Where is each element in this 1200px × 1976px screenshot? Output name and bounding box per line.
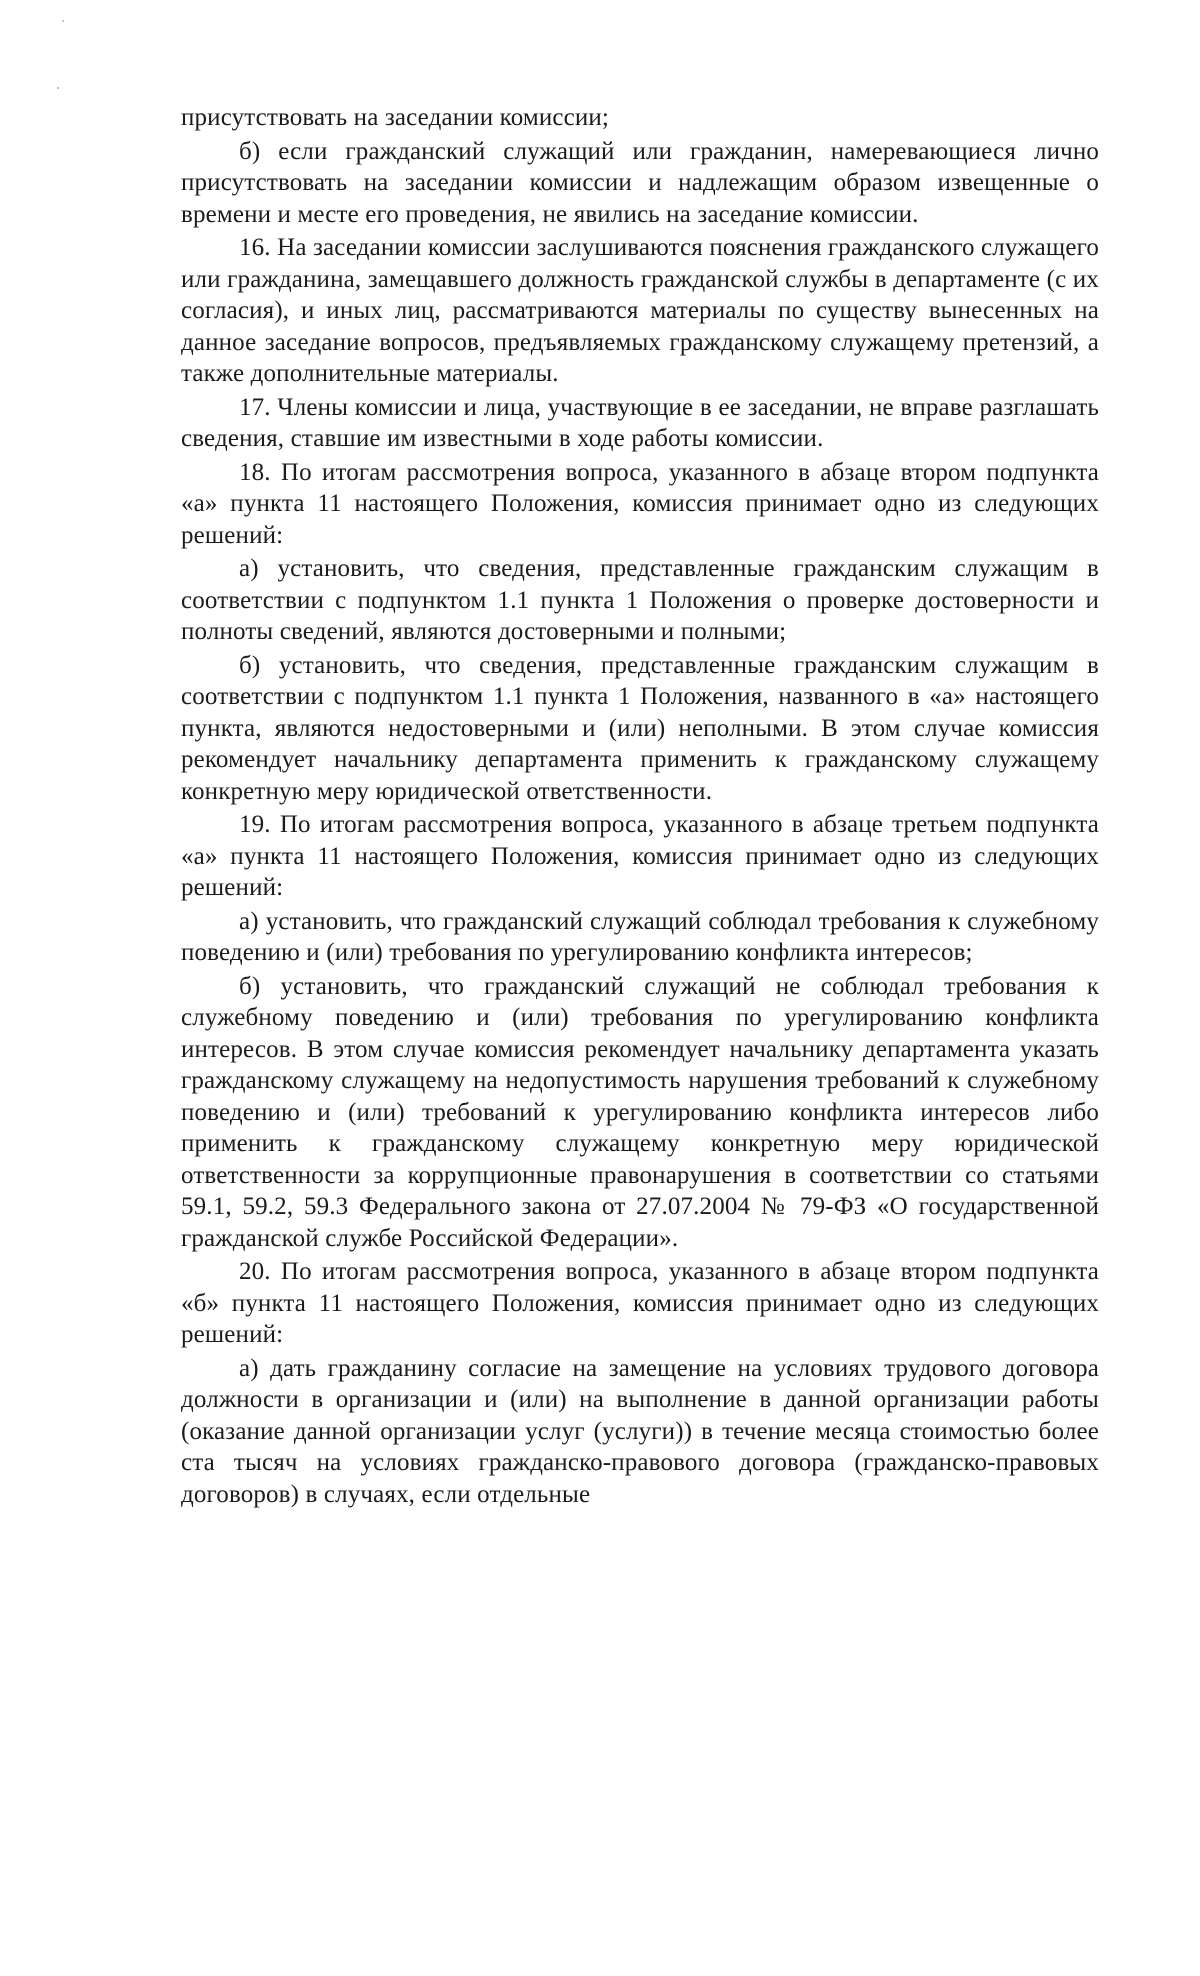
clause-18: 18. По итогам рассмотрения вопроса, указанного в абзаце втором подпункта «а» пункта 11 настоящего Положения, комиссия принимает одно из следующих решений:	[181, 458, 1099, 549]
clause-16: 16. На заседании комиссии заслушиваются пояснения гражданского служащего или гражданина, замещавшего должность гражданской службы в департаменте (с их согласия), и иных лиц, рассматриваются материалы по существу вынесенных на данное заседание вопросов, предъявляемых гражданскому служащему претензий, а также дополнительные материалы.	[181, 234, 1099, 387]
clause-19-subitem-a: а) установить, что гражданский служащий соблюдал требования к служебному поведению и (или) требования по урегулированию конфликта интересов;	[181, 907, 1099, 966]
scan-speck	[62, 20, 64, 22]
clause-20-subitem-a: а) дать гражданину согласие на замещение на условиях трудового договора должности в организации и (или) на выполнение в данной организации работы (оказание данной организации услуг (услуги)) в течение месяца стоимостью более ста тысяч на условиях гражданско-правового договора (гражданско-правовых договоров) в случаях, если отдельные	[181, 1354, 1099, 1508]
clause-18-subitem-b: б) установить, что сведения, представленные гражданским служащим в соответствии с подпунктом 1.1 пункта 1 Положения, названного в «а» настоящего пункта, являются недостоверными и (или) неполными. В этом случае комиссия рекомендует начальнику департамента применить к гражданскому служащему конкретную меру юридической ответственности.	[181, 651, 1099, 805]
clause-19: 19. По итогам рассмотрения вопроса, указанного в абзаце третьем подпункта «а» пункта 11 настоящего Положения, комиссия принимает одно из следующих решений:	[181, 811, 1099, 901]
clause-18-subitem-a: а) установить, что сведения, представленные гражданским служащим в соответствии с подпунктом 1.1 пункта 1 Положения о проверке достоверности и полноты сведений, являются достоверными и полными;	[181, 555, 1099, 645]
clause-17: 17. Члены комиссии и лица, участвующие в ее заседании, не вправе разглашать сведения, ставшие им известными в ходе работы комиссии.	[181, 393, 1099, 452]
clause-20: 20. По итогам рассмотрения вопроса, указанного в абзаце втором подпункта «б» пункта 11 настоящего Положения, комиссия принимает одно из следующих решений:	[181, 1258, 1099, 1348]
scan-speck	[57, 87, 59, 89]
paragraph-continuation: присутствовать на заседании комиссии;	[181, 104, 610, 131]
subitem-b: б) если гражданский служащий или гражданин, намеревающиеся лично присутствовать на заседании комиссии и надлежащим образом извещенные о времени и месте его проведения, не явились на заседание комиссии.	[181, 137, 1099, 228]
document-page	[181, 102, 1099, 1510]
clause-19-subitem-b: б) установить, что гражданский служащий не соблюдал требования к служебному поведению и (или) требования по урегулированию конфликта интересов. В этом случае комиссия рекомендует начальнику департамента указать гражданскому служащему на недопустимость нарушения требований к служебному поведению и (или) требований к урегулированию конфликта интересов либо применить к гражданскому служащему конкретную меру юридической ответственности за коррупционные правонарушения в соответствии со статьями 59.1, 59.2, 59.3 Федерального закона от 27.07.2004 № 79-ФЗ «О государственной гражданской службе Российской Федерации».	[181, 972, 1099, 1252]
